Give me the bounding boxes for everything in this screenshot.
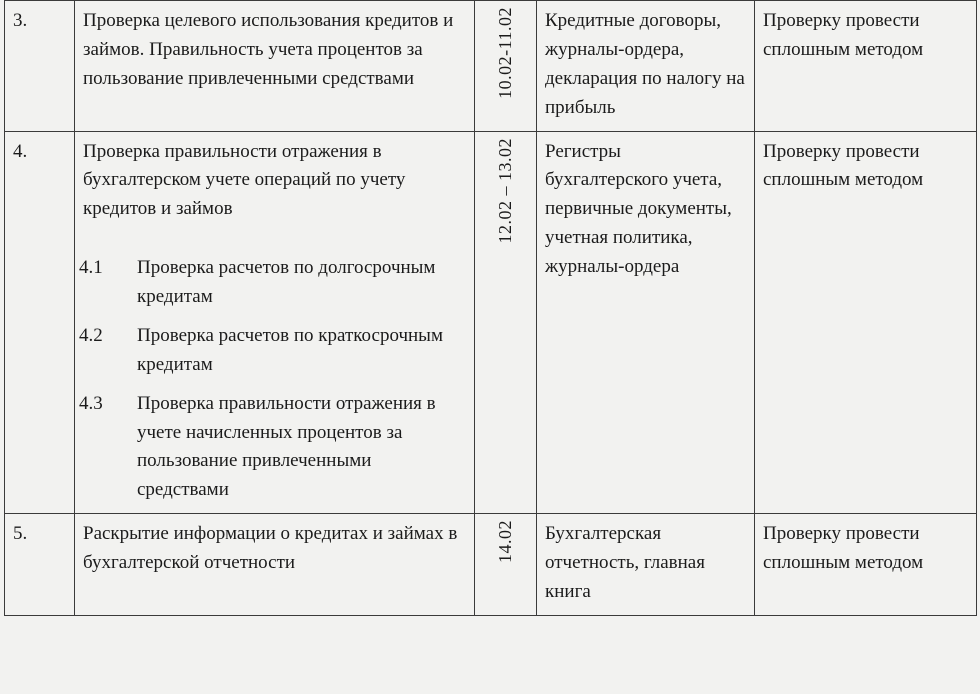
list-item bbox=[79, 254, 466, 312]
table-row bbox=[5, 514, 977, 616]
row-method: Проверку провести сплошным методом bbox=[755, 1, 977, 132]
audit-plan-table bbox=[4, 0, 977, 616]
row-number: 5. bbox=[5, 514, 75, 616]
row-documents: Регистры бухгалтерского учета, первичные документы, учетная политика, журналы-ордера bbox=[537, 131, 755, 514]
row-procedure: Раскрытие информации о кредитах и займах в бухгалтерской отчетности bbox=[75, 514, 475, 616]
row-method: Проверку провести сплошным методом bbox=[755, 514, 977, 616]
table-row bbox=[5, 131, 977, 514]
row-date-text: 12.02 – 13.02 bbox=[494, 137, 515, 243]
row-procedure bbox=[75, 131, 475, 514]
row-method: Проверку провести сплошным методом bbox=[755, 131, 977, 514]
subprocedure-list bbox=[79, 254, 466, 505]
list-item bbox=[79, 322, 466, 380]
row-documents: Бухгалтерская отчетность, главная книга bbox=[537, 514, 755, 616]
subprocedure-text: Проверка расчетов по краткосрочным кредитам bbox=[137, 324, 443, 375]
row-date-text: 14.02 bbox=[494, 520, 515, 564]
row-date-text: 10.02-11.02 bbox=[494, 7, 515, 99]
row-date bbox=[475, 1, 537, 132]
row-number: 3. bbox=[5, 1, 75, 132]
row-number: 4. bbox=[5, 131, 75, 514]
row-documents: Кредитные договоры, журналы-ордера, декларация по налогу на прибыль bbox=[537, 1, 755, 132]
table-row bbox=[5, 1, 977, 132]
subprocedure-number: 4.2 bbox=[79, 324, 103, 346]
row-date bbox=[475, 131, 537, 514]
subprocedure-number: 4.3 bbox=[79, 392, 103, 414]
row-procedure: Проверка целевого использования кредитов и займов. Правильность учета процентов за пользование привлеченными средствами bbox=[75, 1, 475, 132]
subprocedure-text: Проверка расчетов по долгосрочным кредитам bbox=[137, 257, 436, 307]
row-date bbox=[475, 514, 537, 616]
row-procedure-main: Проверка правильности отражения в бухгалтерском учете операций по учету кредитов и займов bbox=[83, 140, 406, 220]
list-item bbox=[79, 390, 466, 506]
subprocedure-number: 4.1 bbox=[79, 257, 103, 279]
subprocedure-text: Проверка правильности отражения в учете начисленных процентов за пользование привлеченными средствами bbox=[137, 392, 436, 501]
